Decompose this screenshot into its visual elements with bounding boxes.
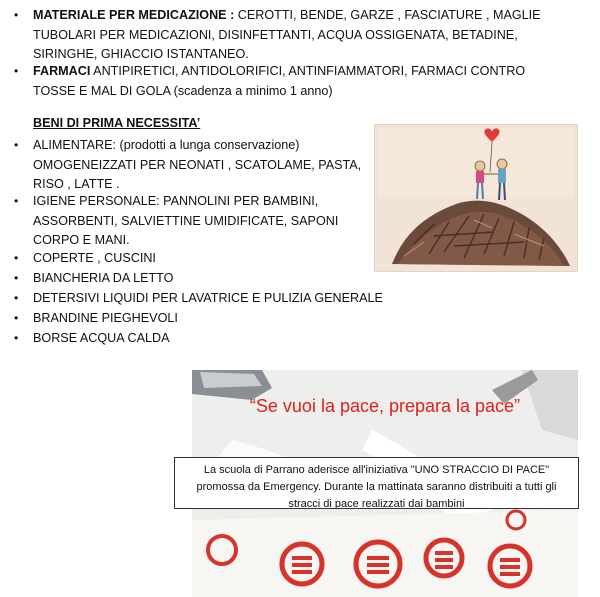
- section-heading-beni: BENI DI PRIMA NECESSITA’: [33, 116, 201, 130]
- bullet: •: [14, 194, 19, 208]
- notice-line-3: stracci di pace realizzati dai bambini: [288, 498, 465, 509]
- slogan-text: “Se vuoi la pace, prepara la pace”: [249, 396, 521, 416]
- materiale-line-1: CEROTTI, BENDE, GARZE , FASCIATURE , MAGLIE: [234, 8, 541, 22]
- borse-line: BORSE ACQUA CALDA: [33, 331, 170, 345]
- igiene-line-1: IGIENE PERSONALE: PANNOLINI PER BAMBINI,: [33, 194, 319, 208]
- farmaci-line-1: ANTIPIRETICI, ANTIDOLORIFICI, ANTINFIAMMATORI, FARMACI CONTRO: [90, 64, 526, 78]
- materiale-title: MATERIALE PER MEDICAZIONE :: [33, 8, 235, 22]
- materiale-line-3: SIRINGHE, GHIACCIO ISTANTANEO.: [33, 47, 249, 61]
- bullet: •: [14, 138, 19, 152]
- farmaci-title: FARMACI: [33, 64, 91, 78]
- bullet: •: [14, 8, 19, 22]
- bullet: •: [14, 311, 19, 325]
- farmaci-line-2: TOSSE E MAL DI GOLA (scadenza a minimo 1 anno): [33, 83, 333, 98]
- bullet: •: [14, 251, 19, 265]
- bullet: •: [14, 271, 19, 285]
- children-drawing-image: [374, 124, 578, 272]
- coperte-line: COPERTE , CUSCINI: [33, 251, 156, 265]
- detersivi-line: DETERSIVI LIQUIDI PER LAVATRICE E PULIZIA GENERALE: [33, 291, 383, 305]
- alimentare-line-2: OMOGENEIZZATI PER NEONATI , SCATOLAME, PASTA,: [33, 157, 362, 172]
- biancheria-line: BIANCHERIA DA LETTO: [33, 271, 174, 285]
- notice-line-2: promossa da Emergency. Durante la mattinata saranno distribuiti a tutti gli: [196, 481, 557, 493]
- igiene-line-3: CORPO E MANI.: [33, 233, 130, 247]
- children-drawing-svg: [374, 124, 578, 272]
- materiale-line-2: TUBOLARI PER MEDICAZIONI, DISINFETTANTI, ACQUA OSSIGENATA, BETADINE,: [33, 27, 518, 42]
- bullet: •: [14, 291, 19, 305]
- brandine-line: BRANDINE PIEGHEVOLI: [33, 311, 178, 325]
- notice-box: [174, 457, 579, 509]
- bullet: •: [14, 64, 19, 78]
- notice-line-1: La scuola di Parrano aderisce all'iniziativa "UNO STRACCIO DI PACE": [203, 464, 550, 476]
- alimentare-line-1: ALIMENTARE: (prodotti a lunga conservazione): [33, 138, 300, 152]
- alimentare-line-3: RISO , LATTE .: [33, 177, 120, 191]
- igiene-line-2: ASSORBENTI, SALVIETTINE UMIDIFICATE, SAPONI: [33, 213, 339, 228]
- bullet: •: [14, 331, 19, 345]
